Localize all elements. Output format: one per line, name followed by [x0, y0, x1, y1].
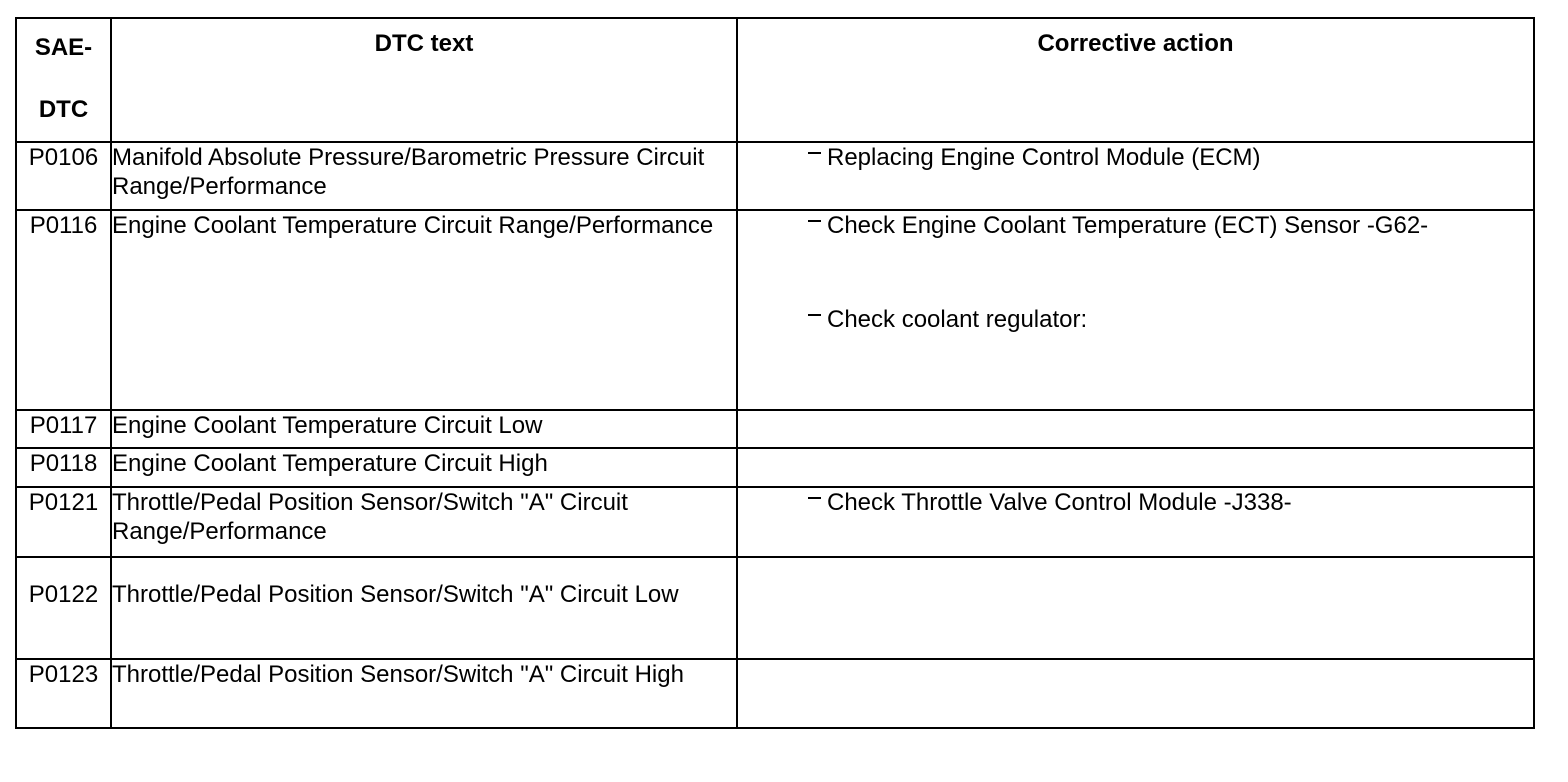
- dtc-text: Manifold Absolute Pressure/Barometric Pressure Circuit Range/Performance: [111, 142, 737, 210]
- dtc-code: P0117: [16, 410, 111, 448]
- dtc-text: Throttle/Pedal Position Sensor/Switch "A" Circuit High: [111, 659, 737, 728]
- dash-bullet-icon: [808, 152, 821, 154]
- header-row: [16, 18, 1534, 142]
- corrective-action: [737, 142, 1534, 210]
- dtc-code: P0123: [16, 659, 111, 728]
- table-row: [16, 142, 1534, 210]
- dash-bullet-icon: [808, 220, 821, 222]
- table-row: [16, 659, 1534, 728]
- table-row: [16, 210, 1534, 410]
- dtc-code: P0118: [16, 448, 111, 487]
- dtc-table: [15, 17, 1535, 729]
- dtc-text: Throttle/Pedal Position Sensor/Switch "A" Circuit Low: [111, 557, 737, 659]
- dash-bullet-icon: [808, 314, 821, 316]
- action-item: Check coolant regulator:: [738, 305, 1533, 334]
- header-sae-dtc: [16, 18, 111, 142]
- dtc-code: P0122: [16, 557, 111, 659]
- corrective-action: [737, 410, 1534, 448]
- dtc-code: P0116: [16, 210, 111, 410]
- corrective-action: [737, 487, 1534, 557]
- dtc-text: Throttle/Pedal Position Sensor/Switch "A" Circuit Range/Performance: [111, 487, 737, 557]
- dtc-text: Engine Coolant Temperature Circuit Low: [111, 410, 737, 448]
- table-row: [16, 448, 1534, 487]
- action-item: Check Engine Coolant Temperature (ECT) Sensor -G62-: [738, 211, 1533, 240]
- corrective-action: [737, 210, 1534, 410]
- header-sae-dtc-line2: DTC: [38, 96, 89, 123]
- table-row: [16, 487, 1534, 557]
- table-row: [16, 410, 1534, 448]
- dtc-text: Engine Coolant Temperature Circuit Range/Performance: [111, 210, 737, 410]
- table-row: [16, 557, 1534, 659]
- header-sae-dtc-line1: SAE-: [34, 34, 93, 61]
- corrective-action: [737, 659, 1534, 728]
- header-corrective-action: Corrective action: [737, 18, 1534, 142]
- dtc-code: P0106: [16, 142, 111, 210]
- dtc-code: P0121: [16, 487, 111, 557]
- action-item: Replacing Engine Control Module (ECM): [738, 143, 1533, 172]
- corrective-action: [737, 448, 1534, 487]
- header-dtc-text: DTC text: [111, 18, 737, 142]
- action-item: Check Throttle Valve Control Module -J338-: [738, 488, 1533, 517]
- dash-bullet-icon: [808, 497, 821, 499]
- corrective-action: [737, 557, 1534, 659]
- dtc-text: Engine Coolant Temperature Circuit High: [111, 448, 737, 487]
